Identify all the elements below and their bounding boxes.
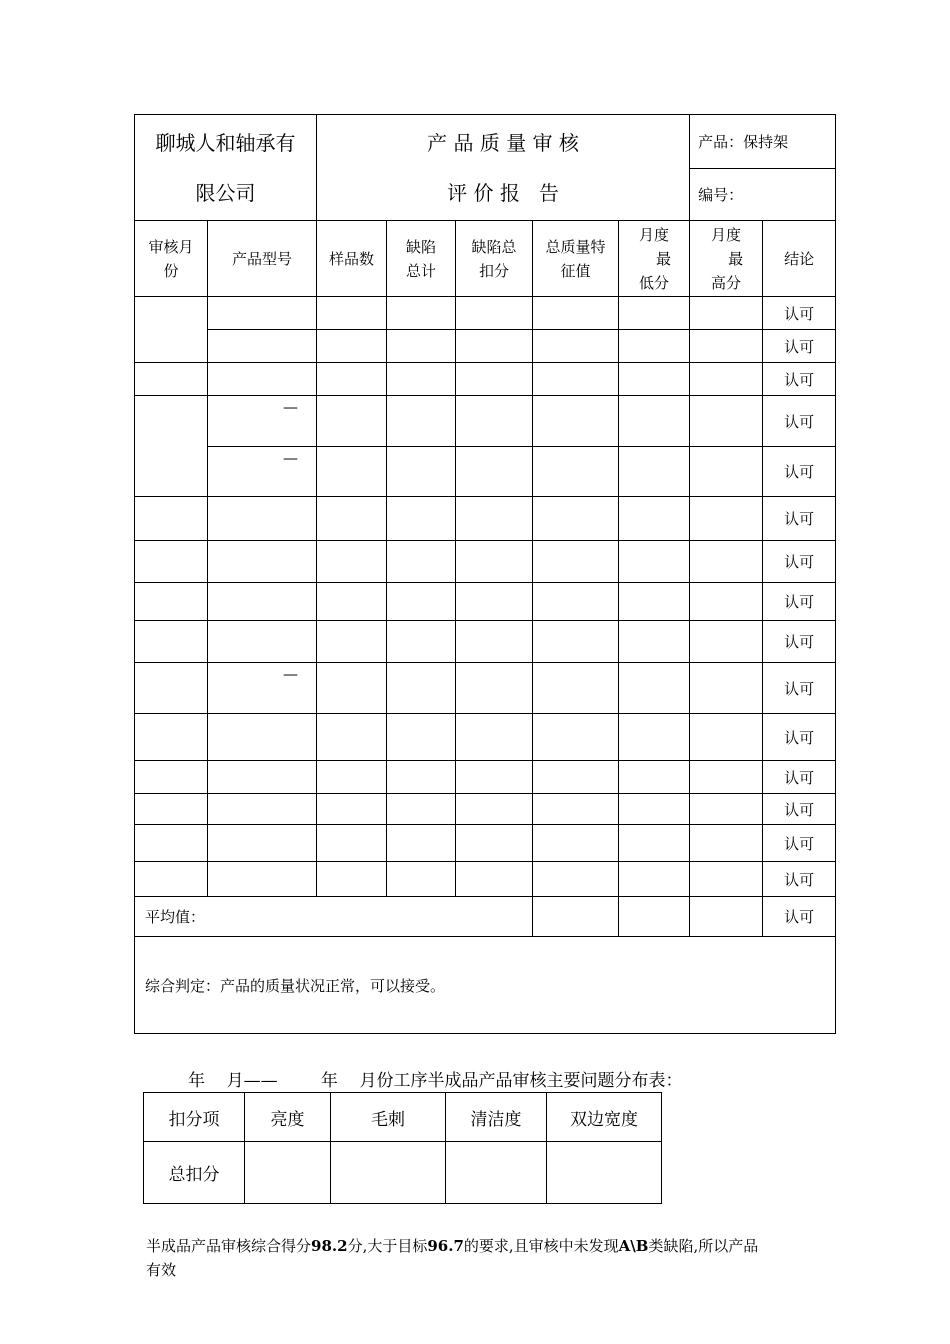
distribution-table <box>143 1092 662 1204</box>
report-title-cell <box>317 115 690 221</box>
month-cell <box>135 497 208 541</box>
summary-target: 96.7 <box>427 1237 464 1255</box>
month-cell <box>135 794 208 825</box>
month-cell <box>135 621 208 663</box>
model-cell: — <box>208 396 317 447</box>
dist-header-burr: 毛刺 <box>331 1093 446 1142</box>
conclusion-cell: 认可 <box>763 541 836 583</box>
summary-text: 有效 <box>146 1261 177 1279</box>
conclusion-cell: 认可 <box>763 447 836 497</box>
month-cell <box>135 396 208 497</box>
month-cell <box>135 297 208 363</box>
model-cell: — <box>208 663 317 714</box>
model-cell <box>208 363 317 396</box>
table-row <box>135 825 836 862</box>
table-row <box>135 396 836 447</box>
col-header-monthly-min: 月度 最 低分 <box>619 221 690 297</box>
model-cell <box>208 297 317 330</box>
company-name-line1: 聊城人和轴承有 <box>155 130 296 155</box>
table-row <box>135 621 836 663</box>
dist-header-item: 扣分项 <box>144 1093 245 1142</box>
model-cell <box>208 862 317 897</box>
table-row <box>135 583 836 621</box>
table-row <box>135 330 836 363</box>
col-header-monthly-max: 月度 最 高分 <box>690 221 763 297</box>
model-cell <box>208 761 317 794</box>
table-row <box>135 363 836 396</box>
conclusion-cell: 认可 <box>763 794 836 825</box>
table-row <box>135 297 836 330</box>
conclusion-cell: 认可 <box>763 396 836 447</box>
table-row <box>135 497 836 541</box>
conclusion-cell: 认可 <box>763 663 836 714</box>
judgement-row <box>135 937 836 1034</box>
overall-judgement: 综合判定：产品的质量状况正常，可以接受。 <box>135 937 836 1034</box>
conclusion-cell: 认可 <box>763 621 836 663</box>
summary-text: 分,大于目标 <box>347 1237 428 1255</box>
month-cell <box>135 663 208 714</box>
conclusion-cell: 认可 <box>763 297 836 330</box>
conclusion-cell: 认可 <box>763 714 836 761</box>
model-cell <box>208 825 317 862</box>
table-row <box>135 714 836 761</box>
report-table <box>134 114 836 1034</box>
model-cell <box>208 714 317 761</box>
col-header-sample-count: 样品数 <box>317 221 387 297</box>
month-cell <box>135 363 208 396</box>
conclusion-cell: 认可 <box>763 330 836 363</box>
month-cell <box>135 714 208 761</box>
dist-total-label: 总扣分 <box>144 1142 245 1204</box>
month-cell <box>135 825 208 862</box>
month-cell <box>135 583 208 621</box>
summary-text: 类缺陷,所以产品 <box>648 1237 759 1255</box>
conclusion-cell: 认可 <box>763 761 836 794</box>
table-row <box>135 862 836 897</box>
summary-text: 半成品产品审核综合得分 <box>146 1237 312 1255</box>
summary-defect-class: A\B <box>618 1237 649 1255</box>
model-cell <box>208 583 317 621</box>
col-header-defect-deduction: 缺陷总 扣分 <box>456 221 533 297</box>
model-cell <box>208 794 317 825</box>
conclusion-cell: 认可 <box>763 497 836 541</box>
table-row <box>135 541 836 583</box>
table-row <box>135 663 836 714</box>
distribution-title: 年 月—— 年 月份工序半成品产品审核主要问题分布表： <box>188 1071 683 1091</box>
model-cell: — <box>208 447 317 497</box>
summary-score: 98.2 <box>311 1237 348 1255</box>
conclusion-cell: 认可 <box>763 862 836 897</box>
col-header-audit-month: 审核月 份 <box>135 221 208 297</box>
col-header-quality-value: 总质量特 征值 <box>533 221 619 297</box>
average-row <box>135 897 836 937</box>
average-conclusion: 认可 <box>763 897 836 937</box>
summary-text: 的要求,且审核中未发现 <box>463 1237 619 1255</box>
conclusion-cell: 认可 <box>763 583 836 621</box>
col-header-defect-total: 缺陷 总计 <box>387 221 456 297</box>
model-cell <box>208 497 317 541</box>
product-label: 产品：保持架 <box>690 115 836 169</box>
table-row <box>135 761 836 794</box>
company-name-line2: 限公司 <box>195 180 256 205</box>
summary-paragraph <box>146 1234 826 1282</box>
col-header-conclusion: 结论 <box>763 221 836 297</box>
dist-header-brightness: 亮度 <box>245 1093 331 1142</box>
month-cell <box>135 541 208 583</box>
report-title-line2: 评 价 报 告 <box>447 180 559 205</box>
month-cell <box>135 761 208 794</box>
conclusion-cell: 认可 <box>763 363 836 396</box>
number-label: 编号： <box>690 169 836 221</box>
company-name-cell <box>135 115 317 221</box>
model-cell <box>208 621 317 663</box>
table-row <box>135 794 836 825</box>
dist-header-width: 双边宽度 <box>547 1093 662 1142</box>
month-cell <box>135 862 208 897</box>
average-label: 平均值： <box>135 897 533 937</box>
report-title-line1: 产 品 质 量 审 核 <box>427 130 579 155</box>
dist-header-cleanliness: 清洁度 <box>446 1093 547 1142</box>
col-header-product-model: 产品型号 <box>208 221 317 297</box>
model-cell <box>208 541 317 583</box>
conclusion-cell: 认可 <box>763 825 836 862</box>
model-cell <box>208 330 317 363</box>
table-row <box>135 447 836 497</box>
